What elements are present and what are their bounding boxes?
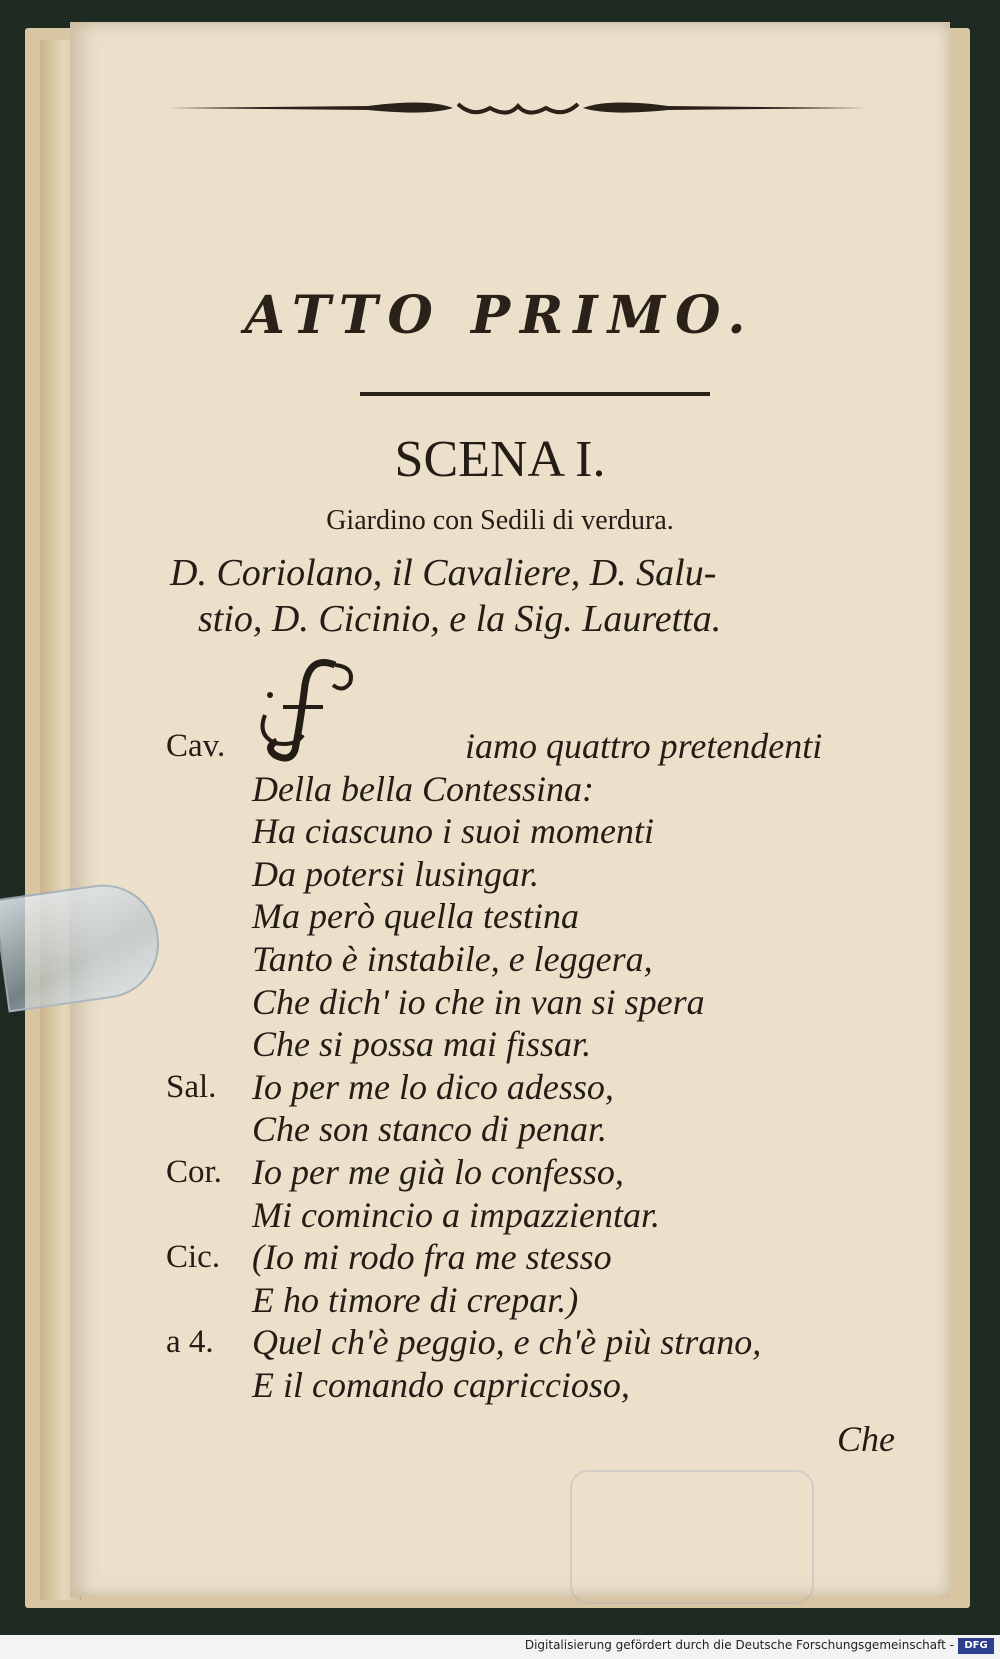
verse-text: Quel ch'è peggio, e ch'è più strano,: [252, 1322, 762, 1363]
verse-text: iamo quattro pretendenti: [465, 726, 823, 766]
verse-line: [160, 895, 920, 938]
title-rule: [360, 392, 710, 396]
speaker-label: Cor.: [166, 1153, 222, 1190]
verse-text: Che si possa mai fissar.: [252, 1024, 592, 1065]
verse-text: Ha ciascuno i suoi momenti: [252, 811, 654, 852]
verse-line: [160, 1066, 920, 1109]
verse-line: [160, 938, 920, 981]
verse-text: E il comando capriccioso,: [252, 1364, 630, 1405]
verse-text: (Io mi rodo fra me stesso: [252, 1237, 612, 1278]
verse-text: Da potersi lusingar.: [252, 853, 540, 894]
header-ornament: [168, 96, 868, 120]
verse-text: Della bella Contessina:: [252, 768, 594, 809]
verse-text: E ho timore di crepar.): [252, 1279, 579, 1320]
speaker-label: a 4.: [166, 1324, 214, 1361]
verse-line: [160, 1364, 920, 1407]
verse-line: [160, 725, 920, 768]
verse-text: Mi comincio a impazzientar.: [252, 1194, 660, 1235]
footer-credit: Digitalisierung gefördert durch die Deutsche Forschungsgemeinschaft -: [524, 1638, 954, 1652]
verse-line: [160, 1321, 920, 1364]
verse-line: [160, 768, 920, 811]
verse-block: [160, 725, 920, 1407]
speaker-label: Cic.: [166, 1239, 221, 1276]
verse-text: Ma però quella testina: [252, 896, 579, 937]
verse-line: [160, 1151, 920, 1194]
library-stamp: [570, 1470, 814, 1604]
verse-line: [160, 810, 920, 853]
act-title: ATTO PRIMO.: [244, 285, 756, 346]
verse-line: [160, 1279, 920, 1322]
catchword: Che: [837, 1419, 895, 1459]
verse-line: [160, 853, 920, 896]
verse-line: [160, 1108, 920, 1151]
digitization-footer: [0, 1635, 1000, 1659]
verse-line: [160, 1023, 920, 1066]
character-list-line: stio, D. Cicinio, e la Sig. Lauretta.: [198, 598, 722, 640]
scene-title: SCENA I.: [394, 431, 606, 488]
verse-text: Io per me lo dico adesso,: [252, 1066, 614, 1107]
scene-setting: Giardino con Sedili di verdura.: [326, 505, 674, 536]
verse-text: Che dich' io che in van si spera: [252, 981, 705, 1022]
speaker-label: Sal.: [166, 1068, 217, 1105]
character-list: [170, 550, 900, 642]
verse-text: Che son stanco di penar.: [252, 1109, 607, 1150]
verse-line: [160, 981, 920, 1024]
verse-line: [160, 1236, 920, 1279]
speaker-label: Cav.: [166, 728, 226, 764]
character-list-line: D. Coriolano, il Cavaliere, D. Salu-: [170, 552, 717, 594]
verse-line: [160, 1194, 920, 1237]
dfg-logo: DFG: [958, 1638, 994, 1654]
verse-text: Tanto è instabile, e leggera,: [252, 938, 653, 979]
verse-text: Io per me già lo confesso,: [252, 1151, 624, 1192]
